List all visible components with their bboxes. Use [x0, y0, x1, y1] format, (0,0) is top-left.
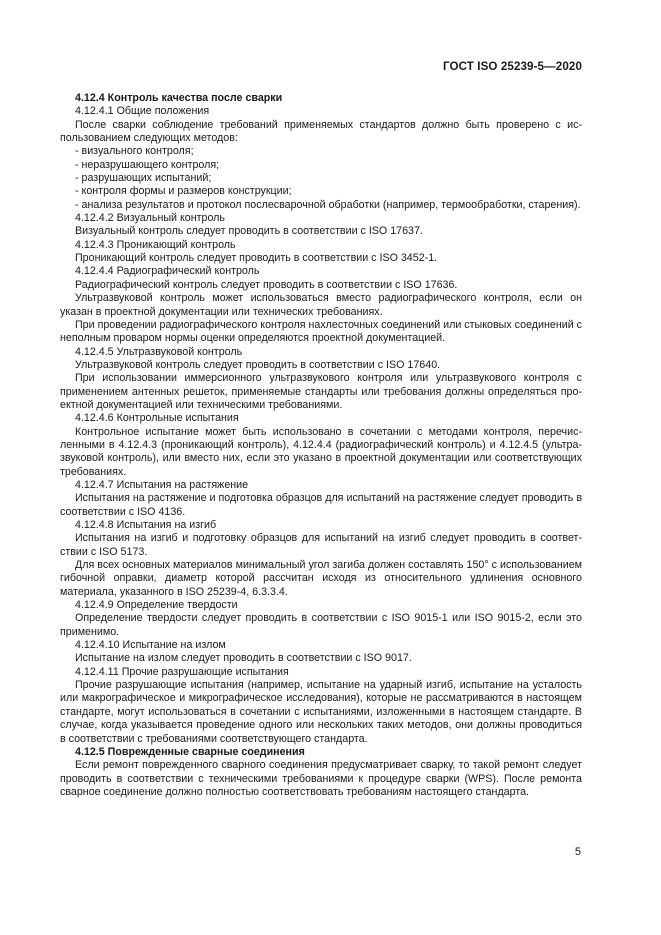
- paragraph: Ультразвуковой контроль следует проводить в соответствии с ISO 17640.: [75, 358, 441, 371]
- paragraph: 4.12.4.11 Прочие разрушающие испытания: [75, 665, 289, 678]
- paragraph: 4.12.4.3 Проникающий контроль: [75, 238, 236, 251]
- paragraph: Испытания на изгиб и подготовку образцов для испытаний на изгиб следует проводить в соответствии с ISO 5173.: [60, 532, 582, 558]
- paragraph: 4.12.4.8 Испытания на изгиб: [75, 519, 217, 531]
- paragraph: 4.12.4.5 Ультразвуковой контроль: [75, 345, 243, 358]
- paragraph: Контрольное испытание может быть использовано в сочетании с методами контроля, перечисленными в 4.12.4.3 (проникающий контроль), 4.12.4.4 (радиографический контроль) и 4.12.4.5 (ультразвуковой контроль), или вместо них, если это указано в проектной документации или соответствующих требованиях.: [60, 425, 582, 478]
- paragraph: 4.12.4.7 Испытания на растяжение: [75, 478, 249, 491]
- paragraph: Радиографический контроль следует проводить в соответствии с ISO 17636.: [75, 278, 458, 291]
- paragraph: - разрушающих испытаний;: [75, 172, 212, 185]
- paragraph: 4.12.4.6 Контрольные испытания: [75, 412, 239, 425]
- document-header: ГОСТ ISO 25239-5—2020: [442, 60, 582, 73]
- section-heading: 4.12.5 Поврежденные сварные соединения: [75, 745, 305, 758]
- paragraph: Испытание на излом следует проводить в соответствии с ISO 9017.: [75, 652, 412, 665]
- page-number: 5: [574, 846, 581, 858]
- paragraph: - визуального контроля;: [75, 145, 194, 158]
- paragraph: Прочие разрушающие испытания (например, испытание на ударный изгиб, испытание на усталость или макрографическое и микрографическое исследования), которые не рассматриваются в настоящем стандарте, могут использоваться в сочетании с испытаниями, изложенными в настоящем стандарте. В случае, когда указывается проведение одного или нескольких таких методов, они должны проводиться в соответствии с требованиями соответствующего стандарта.: [60, 679, 582, 745]
- paragraph: Для всех основных материалов минимальный угол загиба должен составлять 150° с использованием гибочной оправки, диаметр которой рассчитан исходя из относительного удлинения основного материала, указанного в ISO 25239-4, 6.3.3.4.: [60, 559, 582, 598]
- paragraph: Визуальный контроль следует проводить в соответствии с ISO 17637.: [75, 225, 423, 238]
- paragraph: Определение твердости следует проводить в соответствии с ISO 9015-1 или ISO 9015-2, если это применимо.: [60, 612, 582, 638]
- paragraph: Если ремонт поврежденного сварного соединения предусматривает сварку, то такой ремонт следует проводить в соответствии с техническими требованиями к процедуре сварки (WPS). После ремонта сварное соединение должно полностью соответствовать требованиям настоящего стандарта.: [60, 759, 582, 798]
- paragraph: Испытания на растяжение и подготовка образцов для испытаний на растяжение следует проводить в соответствии с ISO 4136.: [60, 492, 582, 518]
- paragraph: - анализа результатов и протокол послесварочной обработки (например, термообработки, старения).: [75, 198, 581, 211]
- document-body: [60, 92, 582, 799]
- paragraph: При использовании иммерсионного ультразвукового контроля или ультразвукового контроля с применением антенных решеток, применяемые стандарты или требования должны определяться проектной документацией или техническими требованиями.: [60, 372, 582, 411]
- paragraph: Проникающий контроль следует проводить в соответствии с ISO 3452-1.: [75, 252, 438, 265]
- paragraph: При проведении радиографического контроля нахлесточных соединений или стыковых соединений с неполным проваром нормы оценки определяются проектной документацией.: [60, 318, 582, 345]
- paragraph: Ультразвуковой контроль может использоваться вместо радиографического контроля, если он указан в проектной документации или технических требованиях.: [60, 292, 582, 318]
- section-heading: 4.12.4 Контроль качества после сварки: [75, 92, 283, 104]
- paragraph: 4.12.4.2 Визуальный контроль: [75, 212, 225, 225]
- paragraph: После сварки соблюдение требований применяемых стандартов должно быть проверено с использованием следующих методов:: [60, 118, 582, 145]
- paragraph: - контроля формы и размеров конструкции;: [75, 185, 292, 198]
- paragraph: 4.12.4.10 Испытание на излом: [75, 639, 226, 652]
- paragraph: 4.12.4.1 Общие положения: [75, 105, 210, 118]
- paragraph: - неразрушающего контроля;: [75, 158, 220, 171]
- paragraph: 4.12.4.4 Радиографический контроль: [75, 265, 260, 278]
- paragraph: 4.12.4.9 Определение твердости: [75, 599, 238, 612]
